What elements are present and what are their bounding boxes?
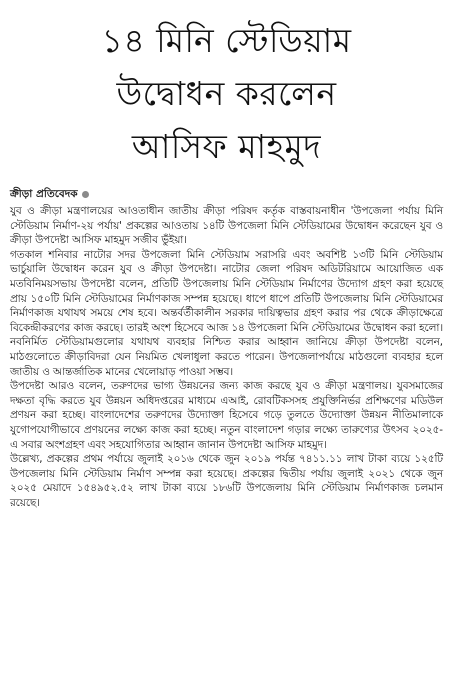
headline-line-1: ১৪ মিনি স্টেডিয়াম xyxy=(101,21,352,60)
article-paragraph: উল্লেখ্য, প্রকল্পের প্রথম পর্যায়ে জুলাই ২০১৬ থেকে জুন ২০১৯ পর্যন্ত ৭৪১১.১১ লাখ টাকা ব্যয়ে ১২৫টি উপজেলায় মিনি স্টেডিয়াম নির্মাণ সম্পন্ন করা হয়েছে। প্রকল্পের দ্বিতীয় পর্যায় জুলাই ২০২১ থেকে জুন ২০২৫ মেয়াদে ১৫৪৯৫২.৫২ লাখ টাকা ব্যয়ে ১৮৬টি উপজেলায় মিনি স্টেডিয়াম নির্মাণকাজ চলমান রয়েছে। xyxy=(10,453,443,509)
article-body xyxy=(10,204,443,510)
article-byline xyxy=(10,187,443,201)
article-headline xyxy=(10,0,443,173)
headline-line-3: আসিফ মাহমুদ xyxy=(131,127,322,166)
article-paragraph: যুব ও ক্রীড়া মন্ত্রণালয়ের আওতাধীন জাতীয় ক্রীড়া পরিষদ কর্তৃক বাস্তবায়নাধীন 'উপজেলা পর্যায় মিনি স্টেডিয়াম নির্মাণ-২য় পর্যায়' প্রকল্পের আওতায় ১৪টি উপজেলা মিনি স্টেডিয়ামের উদ্বোধন করেছেন যুব ও ক্রীড়া উপদেষ্টা আসিফ মাহমুদ সজীব ভুঁইয়া। xyxy=(10,205,443,247)
headline-line-2: উদ্বোধন করলেন xyxy=(116,74,337,113)
bullet-dot-icon xyxy=(82,191,89,198)
article-paragraph: গতকাল শনিবার নাটোর সদর উপজেলা মিনি স্টেডিয়াম সরাসরি এবং অবশিষ্ট ১৩টি মিনি স্টেডিয়াম ভার্চুয়ালি উদ্বোধন করেন যুব ও ক্রীড়া উপদেষ্টা। নাটোর জেলা পরিষদ অডিটরিয়ামে আয়োজিত এক মতবিনিময়সভায় উপদেষ্টা বলেন, প্রতিটি উপজেলায় মিনি স্টেডিয়াম নির্মাণের উদ্যোগ গ্রহণ করা হয়েছে প্রায় ১৫০টি মিনি স্টেডিয়ামের নির্মাণকাজ সম্পন্ন হয়েছে। ধাপে ধাপে প্রতিটি উপজেলায় মিনি স্টেডিয়ামের নির্মাণকাজ যথাযথ সময়ে শেষ হবে। অন্তর্বর্তীকালীন সরকার দায়িত্বভার গ্রহণ করার পর থেকে ক্রীড়াক্ষেত্রে বিকেন্দ্রীকরণের কাজ করছে। তারই অংশ হিসেবে আজ ১৪ উপজেলা মিনি স্টেডিয়ামের উদ্বোধন করা হলো। নবনির্মিত স্টেডিয়ামগুলোর যথাযথ ব্যবহার নিশ্চিত করার আহ্বান জানিয়ে ক্রীড়া উপদেষ্টা বলেন, মাঠগুলোতে ক্রীড়াবিদরা যেন নিয়মিত খেলাধুলা করতে পারেন। উপজেলাপর্যায়ে মাঠগুলো ব্যবহার হলে জাতীয় ও আন্তর্জাতিক মানের খেলোয়াড় পাওয়া সম্ভব। xyxy=(10,248,443,378)
article-paragraph: উপদেষ্টা আরও বলেন, তরুণদের ভাগ্য উন্নয়নের জন্য কাজ করছে যুব ও ক্রীড়া মন্ত্রণালয়। যুবসমাজের দক্ষতা বৃদ্ধি করতে যুব উন্নয়ন অধিদপ্তরের মাধ্যমে এআই, রোবটিকসসহ প্রযুক্তিনির্ভর প্রশিক্ষণের মডিউল প্রণয়ন করা হচ্ছে। বাংলাদেশের তরুণদের উদ্যোক্তা হিসেবে গড়ে তুলতে উদ্যোক্তা উন্নয়ন নীতিমালাকে যুগোপযোগীভাবে প্রণয়নের লক্ষ্যে কাজ করা হচ্ছে। নতুন বাংলাদেশ গড়ার লক্ষ্যে তারুণ্যের উৎসব ২০২৫-এ সবার অংশগ্রহণ এবং সহযোগিতার আহ্বান জানান উপদেষ্টা আসিফ মাহমুদ। xyxy=(10,380,443,451)
byline-text: ক্রীড়া প্রতিবেদক xyxy=(10,188,78,200)
